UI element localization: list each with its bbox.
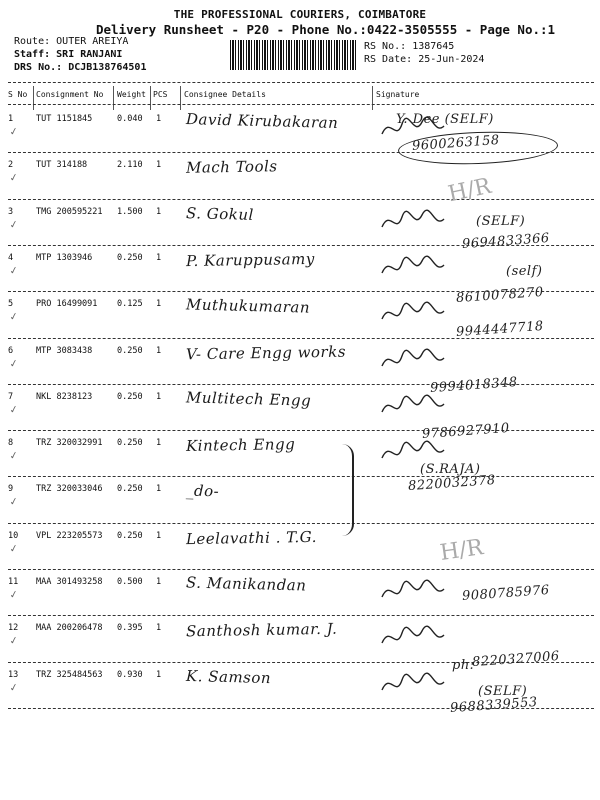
col-signature: Signature: [376, 90, 420, 99]
row-pcs: 1: [156, 530, 162, 541]
table-row: [0, 432, 600, 478]
route-line: [14, 36, 128, 47]
check-mark-icon: ✓: [8, 354, 19, 371]
row-pcs: 1: [156, 577, 162, 587]
signature-note: Y. Dee (SELF): [396, 112, 494, 127]
row-sno: 4: [8, 252, 14, 263]
check-mark-icon: ✓: [8, 262, 19, 278]
row-consignment-no: PRO 16499091: [36, 299, 98, 310]
row-pcs: 1: [156, 299, 162, 310]
consignee-name: Santhosh kumar. J.: [185, 619, 338, 641]
check-mark-icon: ✓: [8, 123, 19, 139]
rs-no-label: RS No.:: [364, 41, 407, 52]
header-bottom-rule: [8, 104, 594, 105]
row-weight: 0.040: [117, 114, 143, 124]
col-pcs: PCS: [153, 90, 168, 99]
route-label: Route:: [14, 36, 51, 47]
table-row: [0, 386, 600, 432]
header-top-rule: [8, 82, 594, 83]
signature-scribble: [378, 297, 448, 331]
row-weight: 0.395: [117, 623, 143, 634]
col-weight: Weight: [117, 90, 146, 99]
row-weight: 0.250: [117, 438, 143, 449]
col-divider: [113, 86, 114, 110]
consignee-name: S. Gokul: [185, 203, 255, 224]
consignee-name: Kintech Engg: [185, 435, 296, 456]
row-weight: 0.250: [117, 345, 143, 356]
consignee-name: _do-: [185, 481, 220, 501]
row-weight: 0.930: [117, 669, 143, 680]
consignee-name: Leelavathi . T.G.: [185, 527, 318, 548]
runsheet-title: Delivery Runsheet - P20 - Phone No.:0422-3505555 - Page No.:1: [96, 22, 556, 37]
row-sno: 12: [8, 623, 19, 634]
row-pcs: 1: [156, 252, 162, 263]
table-row: [0, 478, 600, 524]
rs-date-value: 25-Jun-2024: [418, 54, 485, 65]
signature-scribble: [378, 205, 448, 239]
row-divider: [8, 569, 594, 570]
row-consignment-no: MTP 3083438: [36, 345, 93, 356]
drs-value: DCJB138764501: [68, 62, 147, 73]
receiver-phone: 8220327006: [471, 648, 561, 671]
row-pcs: 1: [156, 669, 162, 680]
row-weight: 0.250: [117, 530, 143, 541]
row-consignment-no: TRZ 320032991: [36, 438, 103, 449]
rs-no-value: 1387645: [412, 41, 455, 52]
consignee-name: V- Care Engg works: [185, 342, 347, 363]
row-sno: 3: [8, 206, 14, 217]
row-sno: 1: [8, 114, 14, 124]
row-consignment-no: TRZ 325484563: [36, 669, 103, 680]
row-sno: 9: [8, 484, 14, 495]
staff-value: SRI RANJANI: [56, 49, 123, 60]
row-divider: [8, 199, 594, 200]
check-mark-icon: ✓: [8, 401, 19, 417]
row-sno: 11: [8, 577, 19, 587]
consignee-name: Mach Tools: [185, 157, 278, 178]
hr-stamp: H/R: [438, 535, 485, 566]
signature-scribble: [378, 251, 448, 285]
signature-scribble: [378, 390, 448, 424]
signature-note: ph:: [452, 658, 475, 673]
signature-scribble: [378, 668, 448, 702]
row-consignment-no: NKL 8238123: [36, 391, 93, 402]
check-mark-icon: ✓: [8, 586, 19, 602]
hr-stamp: H/R: [445, 173, 494, 208]
check-mark-icon: ✓: [8, 447, 19, 463]
row-sno: 10: [8, 530, 19, 541]
staff-label: Staff:: [14, 49, 51, 60]
row-consignment-no: MAA 200206478: [36, 623, 103, 634]
row-sno: 2: [8, 160, 14, 171]
signature-note: (S.RAJA): [420, 462, 481, 477]
check-mark-icon: ✓: [8, 169, 19, 185]
consignee-name: Multitech Engg: [185, 388, 312, 410]
row-pcs: 1: [156, 438, 162, 449]
row-pcs: 1: [156, 391, 162, 402]
col-consignee: Consignee Details: [184, 90, 266, 99]
check-mark-icon: ✓: [8, 632, 19, 648]
signature-scribble: [378, 344, 448, 378]
row-sno: 5: [8, 299, 14, 310]
row-pcs: 1: [156, 345, 162, 356]
row-weight: 1.500: [117, 206, 143, 217]
row-sno: 6: [8, 345, 14, 356]
row-consignment-no: TUT 1151845: [36, 114, 93, 124]
staff-line: [14, 49, 122, 60]
row-consignment-no: MTP 1303946: [36, 252, 93, 263]
row-weight: 0.250: [117, 252, 143, 263]
ditto-brace: [340, 444, 354, 536]
row-weight: 0.500: [117, 577, 143, 587]
receiver-phone: 9694833366: [461, 230, 551, 253]
drs-label: DRS No.:: [14, 62, 63, 73]
row-weight: 0.250: [117, 391, 143, 402]
col-divider: [33, 86, 34, 110]
row-pcs: 1: [156, 206, 162, 217]
receiver-phone: 9080785976: [461, 582, 551, 605]
row-pcs: 1: [156, 623, 162, 634]
row-divider: [8, 476, 594, 477]
row-sno: 8: [8, 438, 14, 449]
consignee-name: S. Manikandan: [185, 573, 307, 595]
row-weight: 0.250: [117, 484, 143, 495]
row-weight: 0.125: [117, 299, 143, 310]
col-consignment: Consignment No: [36, 90, 104, 99]
row-pcs: 1: [156, 160, 162, 171]
row-divider: [8, 338, 594, 339]
row-consignment-no: TUT 314188: [36, 160, 88, 171]
barcode: [230, 40, 358, 70]
receiver-phone: 8220032378: [407, 472, 497, 495]
row-divider: [8, 615, 594, 616]
rs-no-line: [364, 41, 454, 52]
row-pcs: 1: [156, 114, 162, 124]
receiver-phone: 9994018348: [429, 374, 519, 397]
receiver-phone: 9600263158: [411, 132, 501, 155]
receiver-phone: 9786927910: [421, 420, 511, 443]
receiver-phone: 9944447718: [455, 318, 545, 341]
rs-date-line: [364, 54, 484, 65]
route-value: OUTER AREIYA: [56, 36, 129, 47]
row-consignment-no: VPL 223205573: [36, 530, 103, 541]
check-mark-icon: ✓: [8, 308, 19, 324]
drs-line: [14, 62, 146, 73]
row-sno: 7: [8, 391, 14, 402]
consignee-name: K. Samson: [185, 666, 272, 687]
signature-note: (self): [506, 264, 543, 279]
row-consignment-no: TRZ 320033046: [36, 484, 103, 495]
row-divider: [8, 523, 594, 524]
col-divider: [150, 86, 151, 110]
col-divider: [180, 86, 181, 110]
consignee-name: David Kirubakaran: [185, 110, 339, 132]
check-mark-icon: ✓: [8, 679, 19, 695]
col-sno: S No: [8, 90, 28, 99]
col-divider: [372, 86, 373, 110]
signature-note: (SELF): [478, 684, 528, 699]
check-mark-icon: ✓: [8, 216, 19, 232]
rs-date-label: RS Date:: [364, 54, 413, 65]
table-row: [0, 525, 600, 571]
consignee-name: Muthukumaran: [185, 295, 311, 317]
row-pcs: 1: [156, 484, 162, 495]
company-name: THE PROFESSIONAL COURIERS, COIMBATORE: [173, 8, 427, 21]
row-consignment-no: MAA 301493258: [36, 577, 103, 587]
check-mark-icon: ✓: [8, 540, 19, 556]
receiver-phone: 9688339553: [449, 694, 539, 717]
row-consignment-no: TMG 200595221: [36, 206, 103, 217]
row-weight: 2.110: [117, 160, 143, 171]
receiver-phone: 8610078270: [455, 284, 545, 307]
consignee-name: P. Karuppusamy: [185, 249, 315, 271]
signature-scribble: [378, 575, 448, 609]
signature-note: (SELF): [476, 214, 526, 229]
check-mark-icon: ✓: [8, 493, 19, 509]
row-sno: 13: [8, 669, 19, 680]
signature-scribble: [378, 621, 448, 655]
